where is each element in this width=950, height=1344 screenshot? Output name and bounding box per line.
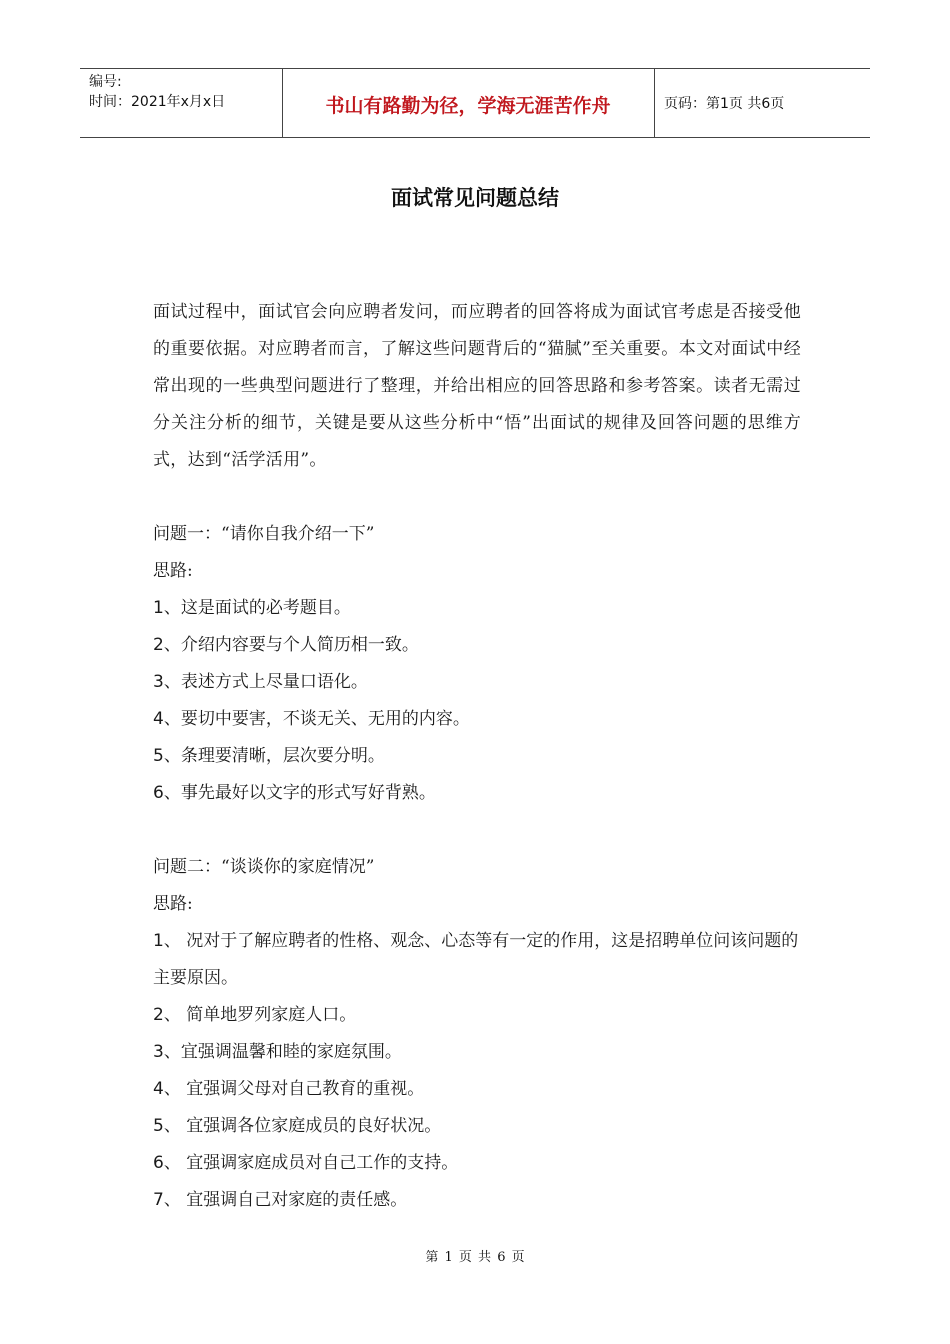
page-footer: 第 1 页 共 6 页 (425, 1250, 525, 1265)
intro-paragraph: 面试过程中，面试官会向应聘者发问，而应聘者的回答将成为面试官考虑是否接受他的重要依据。对应聘者而言，了解这些问题背后的“猫腻”至关重要。本文对面试中经常出现的一些典型问题进行了整理，并给出相应的回答思路和参考答案。读者无需过分关注分析的细节，关键是要从这些分析中“悟”出面试的规律及回答问题的思维方式，达到“活学活用”。 (153, 302, 801, 470)
question-two: 问题二：“谈谈你的家庭情况” (153, 857, 375, 877)
header-motto: 书山有路勤为径，学海无涯苦作舟 (325, 95, 611, 117)
list-item: 2、 简单地罗列家庭人口。 (153, 1005, 357, 1025)
document-body (153, 294, 801, 1219)
list-item: 5、条理要清晰，层次要分明。 (153, 746, 385, 766)
list-item: 4、 宜强调父母对自己教育的重视。 (153, 1079, 425, 1099)
question-two-thinking-label: 思路: (153, 894, 193, 914)
document-header (80, 68, 870, 138)
list-item: 1、 况对于了解应聘者的性格、观念、心态等有一定的作用，这是招聘单位问该问题的主要原因。 (153, 931, 799, 988)
question-one-thinking-label: 思路: (153, 561, 193, 581)
list-item: 4、要切中要害，不谈无关、无用的内容。 (153, 709, 470, 729)
list-item: 2、介绍内容要与个人简历相一致。 (153, 635, 419, 655)
list-item: 5、 宜强调各位家庭成员的良好状况。 (153, 1116, 442, 1136)
header-info-cell (80, 69, 283, 137)
list-item: 7、 宜强调自己对家庭的责任感。 (153, 1190, 408, 1210)
header-page-code: 页码：第1页 共6页 (664, 96, 785, 112)
list-item: 6、事先最好以文字的形式写好背熟。 (153, 783, 436, 803)
list-item: 6、 宜强调家庭成员对自己工作的支持。 (153, 1153, 459, 1173)
document-date: 时间：2021年x月x日 (89, 94, 226, 110)
page-title: 面试常见问题总结 (391, 186, 559, 210)
header-motto-cell (282, 69, 655, 137)
header-page-cell (655, 69, 870, 137)
document-number-label: 编号: (89, 74, 122, 90)
question-one: 问题一：“请你自我介绍一下” (153, 524, 375, 544)
list-item: 3、表述方式上尽量口语化。 (153, 672, 368, 692)
list-item: 1、这是面试的必考题目。 (153, 598, 351, 618)
list-item: 3、宜强调温馨和睦的家庭氛围。 (153, 1042, 402, 1062)
